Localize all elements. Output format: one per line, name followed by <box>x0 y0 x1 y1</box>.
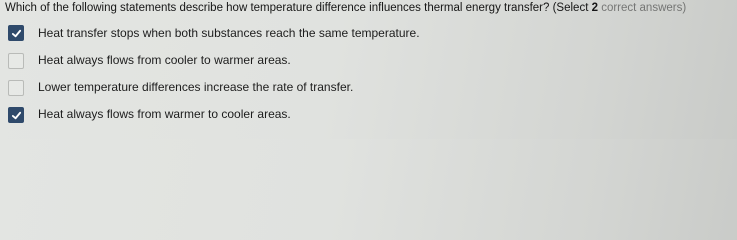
option-2[interactable] <box>8 50 24 72</box>
option-2-label: Heat always flows from cooler to warmer areas. <box>38 53 291 67</box>
option-4[interactable] <box>8 104 24 126</box>
checkbox-option-4[interactable] <box>8 107 24 123</box>
option-3[interactable] <box>8 77 24 99</box>
question-main: Which of the following statements describe how temperature difference influences thermal energy transfer? (Select <box>5 2 592 14</box>
option-1-label: Heat transfer stops when both substances reach the same temperature. <box>38 26 420 40</box>
question-text <box>5 1 735 15</box>
check-icon <box>11 110 22 121</box>
option-1[interactable] <box>8 22 24 44</box>
checkbox-option-1[interactable] <box>8 25 24 41</box>
checkbox-option-2[interactable] <box>8 53 24 69</box>
checkbox-option-3[interactable] <box>8 80 24 96</box>
question-suffix: correct answers) <box>598 2 687 14</box>
option-4-label: Heat always flows from warmer to cooler areas. <box>38 107 291 121</box>
option-3-label: Lower temperature differences increase the rate of transfer. <box>38 80 354 94</box>
question-count: 2 <box>591 2 598 14</box>
check-icon <box>11 28 22 39</box>
